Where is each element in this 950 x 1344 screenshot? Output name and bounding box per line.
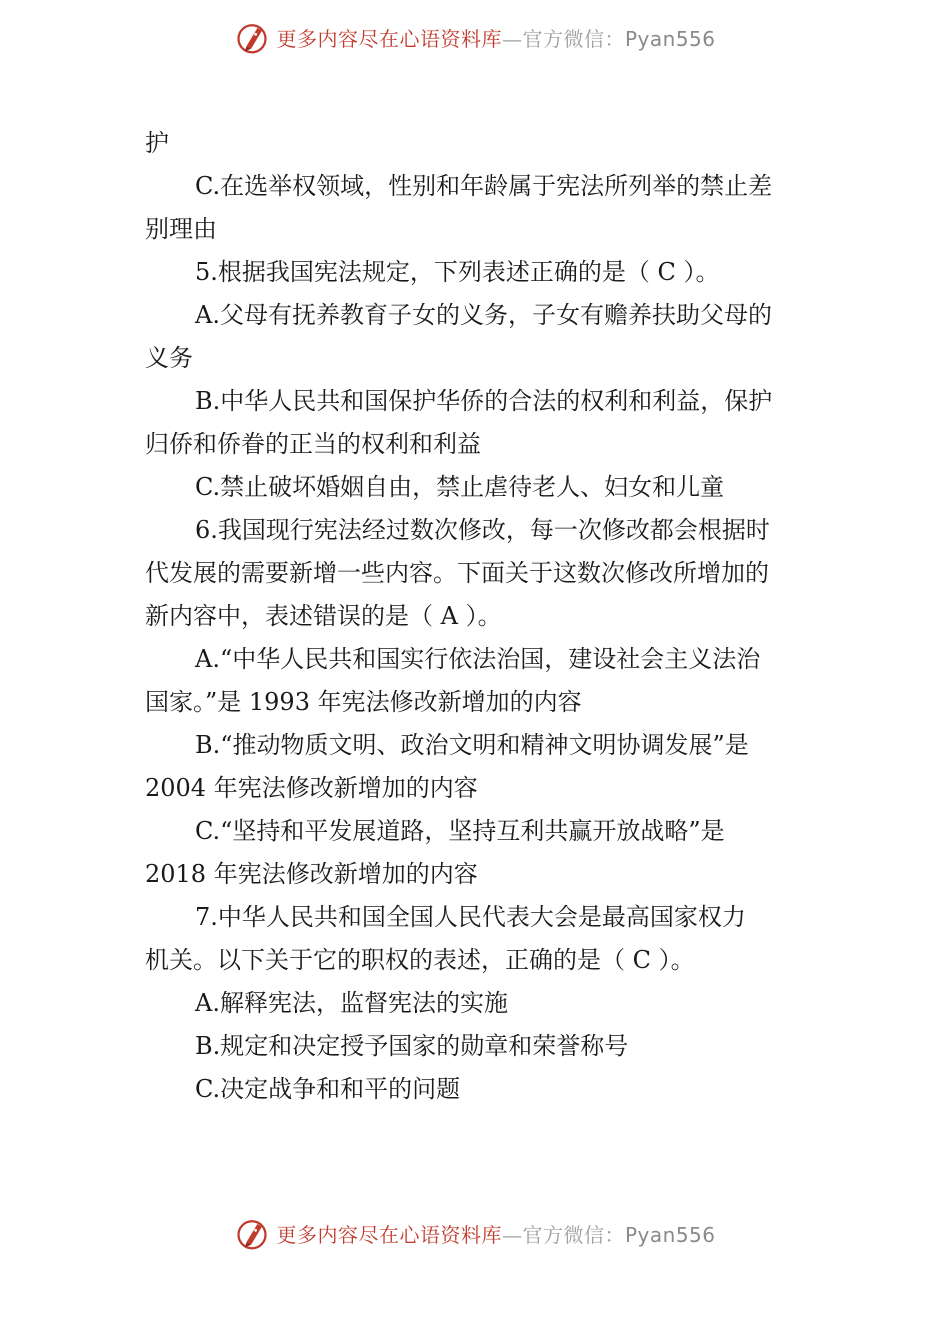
body-line: 机关。以下关于它的职权的表述，正确的是（ C ）。 [145, 946, 695, 974]
wechat-label: 官方微信： [522, 1222, 625, 1247]
body-line: A.父母有抚养教育子女的义务，子女有赡养扶助父母的 [195, 301, 772, 329]
body-line: 国家。”是 1993 年宪法修改新增加的内容 [145, 688, 582, 716]
body-line: 别理由 [145, 215, 217, 243]
wechat-label: 官方微信： [522, 26, 625, 51]
question-7: 7.中华人民共和国全国人民代表大会是最高国家权力 [195, 903, 746, 931]
wechat-id: Pyan556 [624, 1222, 716, 1247]
body-line: 代发展的需要新增一些内容。下面关于这数次修改所增加的 [145, 559, 769, 587]
brand-text: 更多内容尽在心语资料库 [276, 26, 502, 51]
body-line: 2004 年宪法修改新增加的内容 [145, 774, 478, 802]
body-line: B.规定和决定授予国家的勋章和荣誉称号 [195, 1032, 629, 1060]
pen-nib-icon [234, 1215, 270, 1251]
body-line: 义务 [145, 344, 193, 372]
footer-banner [0, 1208, 950, 1258]
body-line: B.中华人民共和国保护华侨的合法的权利和利益，保护 [195, 387, 773, 415]
brand-text: 更多内容尽在心语资料库 [276, 1222, 502, 1247]
body-line: C.决定战争和和平的问题 [195, 1075, 461, 1103]
body-line: 归侨和侨眷的正当的权利和利益 [145, 430, 481, 458]
body-line: C.禁止破坏婚姻自由，禁止虐待老人、妇女和儿童 [195, 473, 725, 501]
body-line: A.解释宪法，监督宪法的实施 [195, 989, 508, 1017]
question-6: 6.我国现行宪法经过数次修改，每一次修改都会根据时 [195, 516, 770, 544]
banner-dash: — [501, 1222, 523, 1247]
wechat-id: Pyan556 [624, 26, 716, 51]
header-banner [0, 12, 950, 62]
banner-dash: — [501, 26, 523, 51]
header-banner-text [276, 23, 715, 52]
body-line: 新内容中，表述错误的是（ A ）。 [145, 602, 502, 630]
body-line: B.“推动物质文明、政治文明和精神文明协调发展”是 [195, 731, 749, 759]
body-line: 护 [145, 129, 169, 157]
body-line: A.“中华人民共和国实行依法治国，建设社会主义法治 [195, 645, 761, 673]
question-5: 5.根据我国宪法规定，下列表述正确的是（ C ）。 [195, 258, 720, 286]
document-body [145, 122, 805, 1111]
pen-nib-icon [234, 19, 270, 55]
body-line: C.“坚持和平发展道路，坚持互利共赢开放战略”是 [195, 817, 725, 845]
body-line: C.在选举权领域，性别和年龄属于宪法所列举的禁止差 [195, 172, 773, 200]
body-line: 2018 年宪法修改新增加的内容 [145, 860, 478, 888]
footer-banner-text [276, 1219, 715, 1248]
